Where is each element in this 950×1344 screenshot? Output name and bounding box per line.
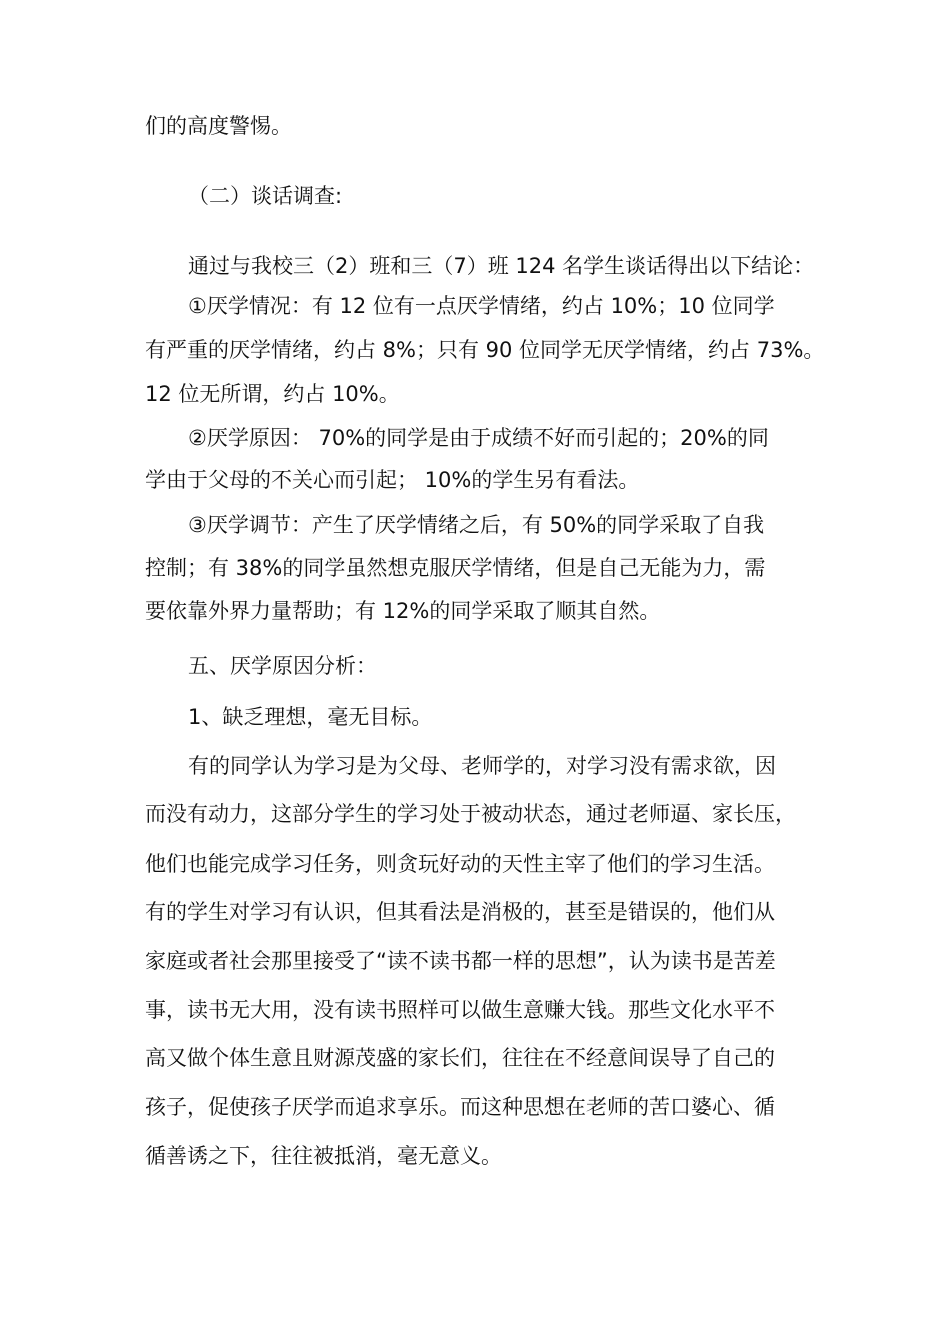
subsection-heading: 1、缺乏理想，毫无目标。 [188,705,433,729]
section-heading: （二）谈话调查: [188,184,343,208]
paragraph-line: 有严重的厌学情绪，约占 8%；只有 90 位同学无厌学情绪，约占 73%。 [145,338,825,362]
paragraph-line: 他们也能完成学习任务，则贪玩好动的天性主宰了他们的学习生活。 [145,852,775,876]
paragraph-line: 学由于父母的不关心而引起； 10%的学生另有看法。 [145,468,640,492]
paragraph-line: 有的学生对学习有认识，但其看法是消极的，甚至是错误的，他们从 [145,900,775,924]
paragraph-line: 事，读书无大用，没有读书照样可以做生意赚大钱。那些文化水平不 [145,998,775,1022]
paragraph-line: 高又做个体生意且财源茂盛的家长们，往往在不经意间误导了自己的 [145,1046,775,1070]
section-heading: 五、厌学原因分析： [188,654,377,678]
list-item-line: ③厌学调节：产生了厌学情绪之后，有 50%的同学采取了自我 [188,513,765,537]
list-item-line: ①厌学情况：有 12 位有一点厌学情绪，约占 10%；10 位同学 [188,294,775,318]
paragraph-line: 们的高度警惕。 [145,114,292,138]
paragraph-line: 家庭或者社会那里接受了“读不读书都一样的思想”，认为读书是苦差 [145,949,776,973]
paragraph-line: 通过与我校三（2）班和三（7）班 124 名学生谈话得出以下结论： [188,254,815,278]
paragraph-line: 控制；有 38%的同学虽然想克服厌学情绪，但是自己无能为力，需 [145,556,766,580]
paragraph-line: 要依靠外界力量帮助；有 12%的同学采取了顺其自然。 [145,599,661,623]
paragraph-line: 而没有动力，这部分学生的学习处于被动状态，通过老师逼、家长压， [145,802,796,826]
paragraph-line: 循善诱之下，往往被抵消，毫无意义。 [145,1144,502,1168]
paragraph-line: 有的同学认为学习是为父母、老师学的，对学习没有需求欲，因 [188,754,776,778]
paragraph-line: 12 位无所谓，约占 10%。 [145,382,400,406]
paragraph-line: 孩子，促使孩子厌学而追求享乐。而这种思想在老师的苦口婆心、循 [145,1095,775,1119]
list-item-line: ②厌学原因： 70%的同学是由于成绩不好而引起的；20%的同 [188,426,769,450]
